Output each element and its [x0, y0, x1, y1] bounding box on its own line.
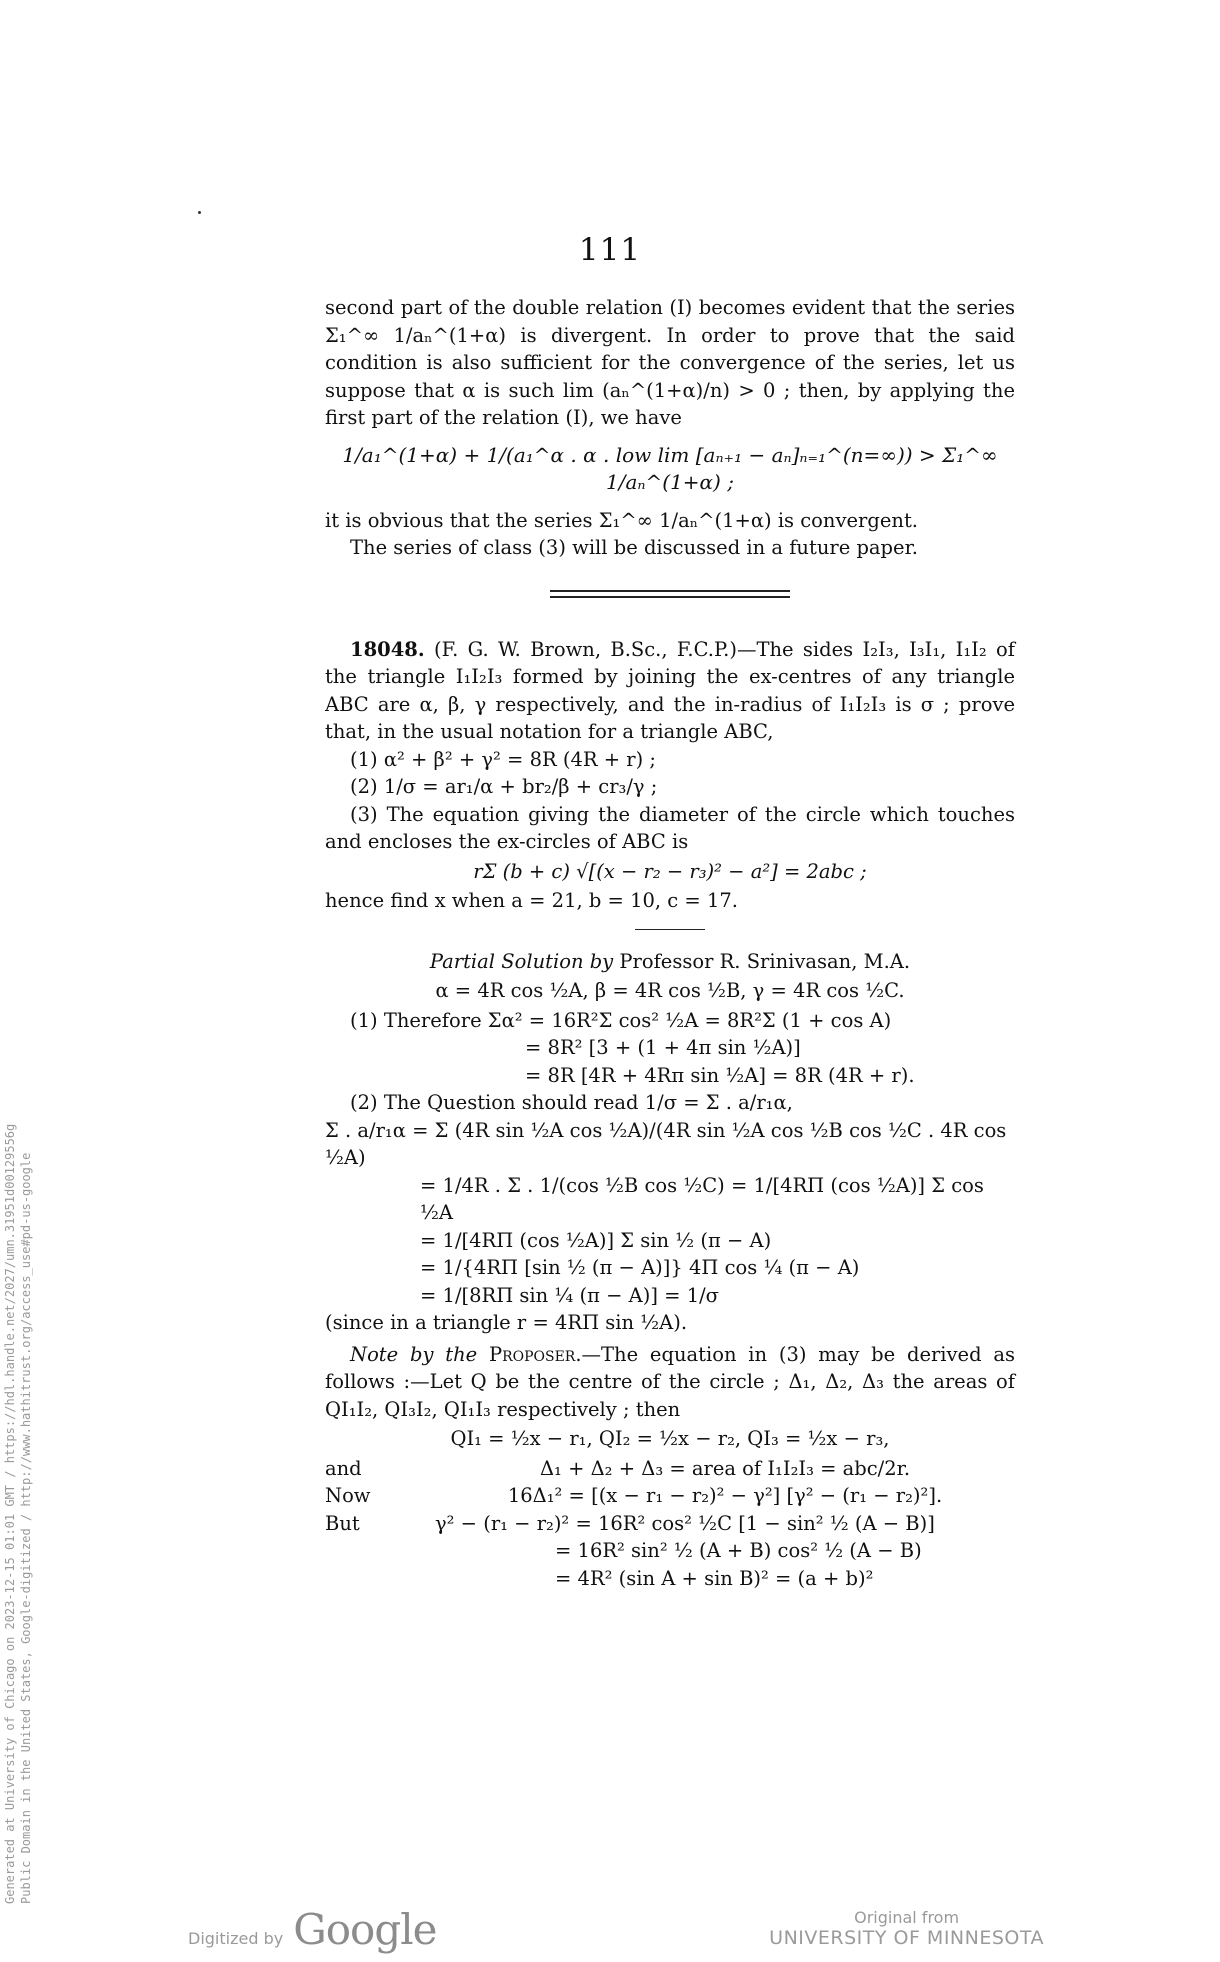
solution-line-9: = 1/{4RΠ [sin ½ (π − A)]} 4Π cos ¼ (π − A): [420, 1256, 860, 1279]
note-label-now: Now: [325, 1484, 371, 1507]
problem-text: —The sides I₂I₃, I₃I₁, I₁I₂ of the triangle I₁I₂I₃ formed by joining the ex-centres of any triangle ABC are α, β, γ respectively, and the in-radius of I₁I₂I₃ is σ ; prove that, in the usual notation for a triangle ABC,: [325, 637, 1015, 743]
solution-heading-author: Professor R. Srinivasan, M.A.: [619, 949, 911, 973]
note-row-but: [325, 1510, 1015, 1538]
google-logo: Google: [293, 1905, 437, 1954]
digitized-by-label: Digitized by: [188, 1929, 284, 1948]
section-divider: [550, 590, 790, 598]
problem-number: 18048.: [350, 637, 425, 661]
solution-heading-italic: Partial Solution by: [429, 949, 614, 973]
solution-heading: [325, 948, 1015, 976]
solution-line-5: (2) The Question should read 1/σ = Σ . a/r₁α,: [350, 1091, 793, 1114]
solution-line-6: Σ . a/r₁α = Σ (4R sin ½A cos ½A)/(4R sin ½A cos ½B cos ½C . 4R cos ½A): [325, 1118, 1007, 1169]
note-row-and: [325, 1455, 1015, 1483]
problem-hence: hence find x when a = 21, b = 10, c = 17.: [325, 889, 738, 912]
problem-item-3-equation: rΣ (b + c) √[(x − r₂ − r₃)² − a²] = 2abc ;: [473, 859, 867, 883]
solution-line-10: = 1/[8RΠ sin ¼ (π − A)] = 1/σ: [420, 1283, 719, 1307]
note-paragraph: [325, 1341, 1015, 1424]
problem-author: (F. G. W. Brown, B.Sc., F.C.P.): [433, 637, 737, 661]
access-watermark: [2, 1084, 34, 1904]
original-from-footer: [769, 1908, 1044, 1949]
paragraph-2: it is obvious that the series Σ₁^∞ 1/aₙ^(1+α) is convergent.: [325, 508, 918, 532]
solution-line-7: = 1/4R . Σ . 1/(cos ½B cos ½C) = 1/[4RΠ (cos ½A)] Σ cos ½A: [420, 1173, 984, 1224]
note-equation-4: γ² − (r₁ − r₂)² = 16R² cos² ½C [1 − sin² ½ (A − B)]: [435, 1511, 935, 1535]
university-name: UNIVERSITY OF MINNESOTA: [769, 1927, 1044, 1949]
solution-line-4: = 8R [4R + 4Rπ sin ½A] = 8R (4R + r).: [525, 1063, 915, 1087]
paragraph-1: second part of the double relation (I) becomes evident that the series Σ₁^∞ 1/aₙ^(1+α) is divergent. In order to prove that the said condition is also sufficient for the convergence of the series, let us suppose that α is such lim (aₙ^(1+α)/n) > 0 ; then, by applying the first part of the relation (I), we have: [325, 296, 1015, 429]
speck: [198, 211, 201, 214]
solution-line-1: α = 4R cos ½A, β = 4R cos ½B, γ = 4R cos ½C.: [435, 979, 905, 1002]
equation-1: 1/a₁^(1+α) + 1/(a₁^α . α . low lim [aₙ₊₁ − aₙ]ₙ₌₁^(n=∞)) > Σ₁^∞ 1/aₙ^(1+α) ;: [342, 442, 998, 494]
note-equation-3: 16Δ₁² = [(x − r₁ − r₂)² − γ²] [γ² − (r₁ − r₂)²].: [507, 1484, 943, 1507]
solution-line-2: (1) Therefore Σα² = 16R²Σ cos² ½A = 8R²Σ (1 + cos A): [350, 1008, 892, 1032]
note-label-but: But: [325, 1511, 360, 1535]
original-from-label: Original from: [854, 1908, 960, 1927]
note-row-now: [325, 1482, 1015, 1510]
digitized-by-footer: [188, 1905, 437, 1954]
paragraph-3: The series of class (3) will be discussed in a future paper.: [350, 536, 918, 559]
page-body: [325, 294, 1015, 1592]
note-heading-italic: Note by the: [350, 1342, 478, 1366]
note-equation-6: = 4R² (sin A + sin B)² = (a + b)²: [555, 1566, 874, 1590]
note-heading-proposer: Proposer.: [488, 1342, 582, 1366]
solution-line-3: = 8R² [3 + (1 + 4π sin ½A)]: [525, 1036, 801, 1059]
note-text: —The equation in (3) may be derived as follows :—Let Q be the centre of the circle ; Δ₁, Δ₂, Δ₃ the areas of QI₁I₂, QI₃I₂, QI₁I₃ respectively ; then: [325, 1342, 1015, 1421]
problem-item-2: (2) 1/σ = ar₁/α + br₂/β + cr₃/γ ;: [350, 775, 658, 798]
page-number: 111: [578, 232, 642, 268]
problem-item-3: (3) The equation giving the diameter of the circle which touches and encloses the ex-circles of ABC is: [325, 802, 1015, 853]
solution-line-8: = 1/[4RΠ (cos ½A)] Σ sin ½ (π − A): [420, 1228, 772, 1252]
watermark-line-1: Generated at University of Chicago on 2023-12-15 01:01 GMT / https://hdl.handle.net/2027/umn.31951d00129556g: [3, 1123, 17, 1904]
note-label-and: and: [325, 1456, 362, 1480]
note-equation-2: Δ₁ + Δ₂ + Δ₃ = area of I₁I₂I₃ = abc/2r.: [539, 1456, 911, 1480]
note-equation-1: QI₁ = ½x − r₁, QI₂ = ½x − r₂, QI₃ = ½x − r₃,: [450, 1427, 890, 1450]
problem-item-1: (1) α² + β² + γ² = 8R (4R + r) ;: [350, 747, 656, 771]
note-equation-5: = 16R² sin² ½ (A + B) cos² ½ (A − B): [555, 1539, 922, 1562]
solution-line-11: (since in a triangle r = 4RΠ sin ½A).: [325, 1311, 688, 1334]
watermark-line-2: Public Domain in the United States, Google-digitized / http://www.hathitrust.org/access_use#pd-us-google: [19, 1152, 33, 1904]
solution-divider: [635, 929, 705, 930]
problem-statement: [325, 636, 1015, 746]
